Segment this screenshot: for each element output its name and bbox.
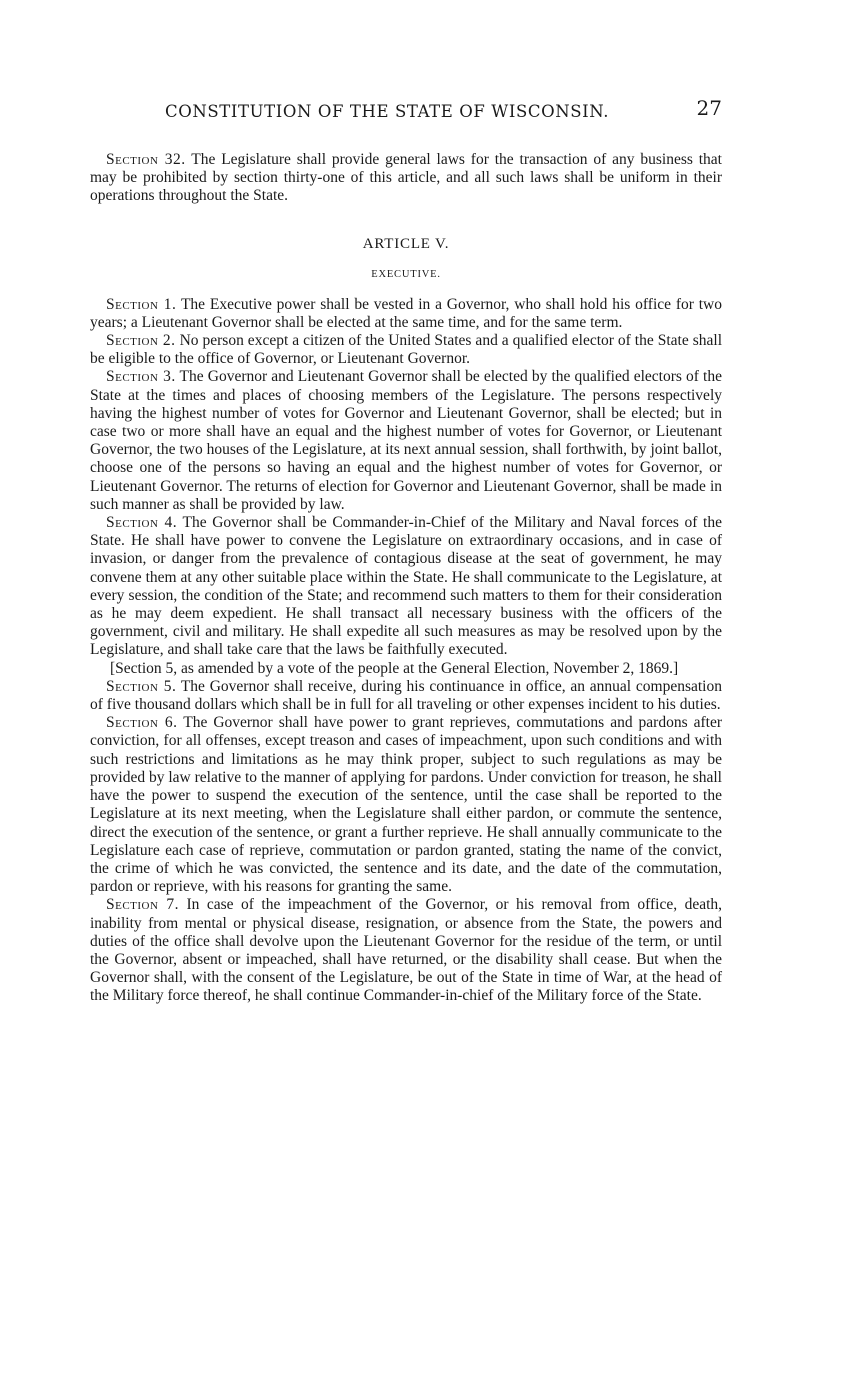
running-title: CONSTITUTION OF THE STATE OF WISCONSIN. xyxy=(165,102,610,121)
section-text: The Governor shall have power to grant reprieves, commutations and pardons after conviction, for all offenses, except treason and cases of impeachment, upon such conditions and with such restrictions and limitations as he may think proper, subject to such regulations as may be provided by law relative to the manner of applying for pardons. Under conviction for treason, he shall have the power to suspend the execution of the sentence, until the case shall be reported to the Legislature at its next meeting, when the Legislature shall either pardon, or commute the sentence, direct the execution of the sentence, or grant a further reprieve. He shall annually communicate to the Legislature each case of reprieve, commutation or pardon granted, stating the name of the convict, the crime of which he was convicted, the sentence and its date, and the date of the commutation, pardon or reprieve, with his reasons for granting the same. xyxy=(90,714,722,896)
article-subtitle: EXECUTIVE. xyxy=(371,268,441,280)
section-text: The Legislature shall provide general laws for the transaction of any business that may be prohibited by section thirty-one of this article, and all such laws shall be uniform in their operations throughout the State. xyxy=(90,151,722,205)
page-header xyxy=(90,96,722,126)
section-3-paragraph xyxy=(90,368,722,514)
article-title: ARTICLE V. xyxy=(362,235,450,252)
section-4-paragraph xyxy=(90,514,722,660)
section-7-paragraph xyxy=(90,896,722,1005)
section-label: Section 2. xyxy=(106,332,176,350)
section-32-paragraph xyxy=(90,151,722,206)
article-body xyxy=(90,296,722,1006)
section-2-paragraph xyxy=(90,332,722,368)
section-text: The Executive power shall be vested in a Governor, who shall hold his office for two years; a Lieutenant Governor shall be elected at the same time, and for the same term. xyxy=(90,295,722,331)
section-text: No person except a citizen of the United States and a qualified elector of the State shall be eligible to the office of Governor, or Lieutenant Governor. xyxy=(90,332,722,368)
section-label: Section 6. xyxy=(106,714,178,732)
section-label: Section 32. xyxy=(106,151,186,168)
section-text: In case of the impeachment of the Governor, or his removal from office, death, inability from mental or physical disease, resignation, or absence from the State, the powers and duties of the office shall devolve upon the Lieutenant Governor for the residue of the term, or until the Governor, absent or impeached, shall have returned, or the disability shall cease. But when the Governor shall, with the consent of the Legislature, be out of the State in time of War, at the head of the Military force thereof, he shall continue Commander-in-chief of the Military force of the State. xyxy=(90,896,723,1005)
page-number: 27 xyxy=(696,96,722,120)
section-5-paragraph xyxy=(90,678,722,714)
section-6-paragraph xyxy=(90,714,722,896)
section-label: Section 1. xyxy=(106,295,177,313)
section-label: Section 3. xyxy=(106,368,176,386)
section-label: Section 4. xyxy=(106,514,178,532)
section-label: Section 7. xyxy=(106,896,180,914)
section-text: The Governor and Lieutenant Governor shall be elected by the qualified electors of the State at the times and places of choosing members of the Legislature. The persons respectively having the highest number of votes for Governor and Lieutenant Governor, shall be elected; but in case two or more shall have an equal and the highest number of votes for Governor, or Lieutenant Governor, the two houses of the Legislature, at its next annual session, shall forthwith, by joint ballot, choose one of the persons so having an equal and the highest number of votes for Governor, or Lieutenant Governor. The returns of election for Governor and Lieutenant Governor, shall be made in such manner as shall be provided by law. xyxy=(90,368,722,513)
section-1-paragraph xyxy=(90,296,722,332)
amendment-note: [Section 5, as amended by a vote of the people at the General Election, November 2, 1869.] xyxy=(110,659,679,677)
document-page xyxy=(90,96,722,1006)
section-text: The Governor shall receive, during his continuance in office, an annual compensation of five thousand dollars which shall be in full for all traveling or other expenses incident to his duties. xyxy=(90,677,722,714)
section-label: Section 5. xyxy=(106,677,177,695)
section-text: The Governor shall be Commander-in-Chief of the Military and Naval forces of the State. He shall have power to convene the Legislature on extraordinary occasions, and in case of invasion, or danger from the prevalence of contagious disease at the seat of government, he may convene them at any other suitable place within the State. He shall communicate to the Legislature, at every session, the condition of the State; and recommend such matters to them for their consideration as he may deem expedient. He shall transact all necessary business with the officers of the government, civil and military. He shall expedite all such measures as may be resolved upon by the Legislature, and shall take care that the laws be faithfully executed. xyxy=(90,514,722,659)
